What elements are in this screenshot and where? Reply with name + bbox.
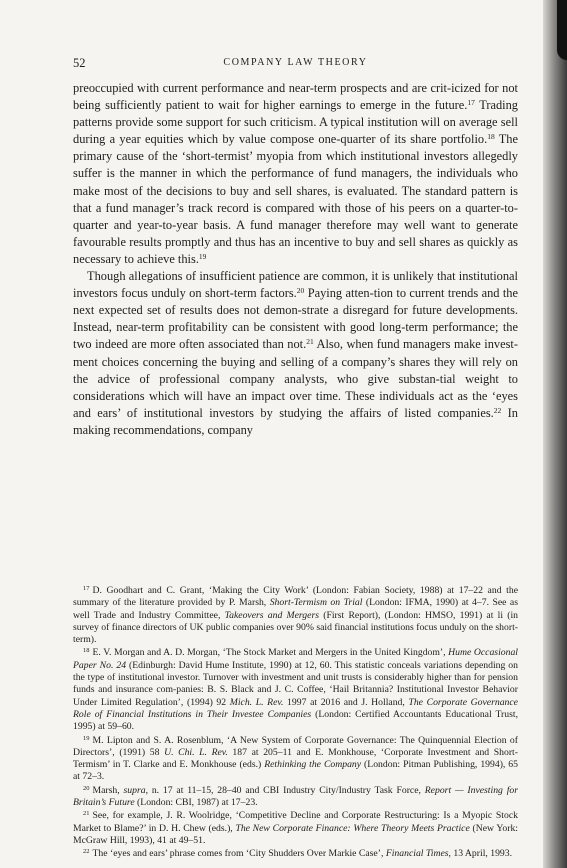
body-text [73,80,518,439]
footnote-text: Marsh, [92,784,124,796]
text-run: The primary cause of the ‘short-termist’ myopia from which institutional investors allegedly suffer is the manner in which the performance of fund managers, the individuals who make most of the decisions to buy and sell shares, is evaluated. The standard pattern is that a fund manager’s track record is compared with those of his peers on a quarter-to-quarter and year-to-year basis. A fund manager therefore may well want to generate favourable results promptly and thus has an incentive to buy and sell shares as quickly as necessary to achieve this. [73,132,518,266]
footnote-number: 18 [83,647,90,655]
footnote-ref: 20 [296,286,305,296]
footnote [73,785,518,810]
footnote-text: 187 at 205–11 and E. Monkhouse, ‘Corporate Investment and Short-Termism’ in T. Clarke and E. Monkhouse (eds.) [73,746,518,771]
paragraph [73,80,518,268]
footnote-text: , 13 April, 1993. [448,848,513,860]
text-run: Trading patterns provide some support for such criticism. A typical institution will on average sell during a year equities which by value compose one-quarter of its share portfolio. [73,98,518,147]
footnote [73,585,518,646]
citation-title: Mich. L. Rev. [229,696,284,708]
text-run: preoccupied with current performance and near-term prospects and are crit-icized for not being sufficiently patient to wait for higher earnings to emerge in the future. [73,81,518,113]
footnote [73,647,518,733]
citation-title: U. Chi. L. Rev. [164,746,228,758]
footnote-number: 19 [83,734,90,742]
footnote-text: (London: CBI, 1987) at 17–23. [134,797,258,809]
footnote-text: (New York: McGraw Hill, 1993), 41 at 49–51. [73,822,518,846]
footnote-number: 17 [83,585,90,592]
footnote-ref: 18 [487,132,495,142]
citation-title: Hume Occasional Paper No. 24 [73,647,518,671]
footnote-number: 22 [83,848,90,856]
footnote-text: The ‘eyes and ears’ phrase comes from ‘City Shudders Over Markie Case’, [92,848,386,860]
citation-title: Takeovers and Mergers [224,609,319,621]
footnote-text: (London: Pitman Publishing, 1994), 65 at 72–3. [73,759,518,783]
footnote-text: (Edinburgh: David Hume Institute, 1990) at 12, 60. This statistic conceals variations depending on the type of institutional investor. Turnover with investment and unit trusts is considerably higher than for pension funds and insurance com-panies: B. S. Black and J. C. Coffee, ‘Hail Britannia? Institutional Investor Behavior Under Limited Regulation’, (1994) 92 [73,659,518,708]
page-header [73,56,518,72]
footnotes [73,585,518,862]
footnote-text: M. Lipton and S. A. Rosenblum, ‘A New System of Corporate Governance: The Quinquennial Election of Directors’, (1991) 58 [73,734,518,758]
footnote-number: 20 [83,784,90,792]
text-run: Also, when fund managers make invest-ment choices concerning the buying and selling of a company’s shares they will rely on the advice of professional company analysts, who give substan-tial weight to considerations which will have an impact over time. These individuals act as the ‘eyes and ears’ of institutional investors by studying the affairs of listed companies. [73,337,518,420]
page-number: 52 [73,56,86,70]
citation-title: Short-Termism on Trial [269,597,363,609]
footnote-text: D. Goodhart and C. Grant, ‘Making the City Work’ (London: Fabian Society, 1988) at 17–22 and the summary of the literature provided by P. Marsh, [73,585,518,609]
book-binding-edge [543,0,567,868]
citation-title: supra [123,784,146,796]
footnote-text: (First Report), (London: HMSO, 1991) at li (in survey of finance directors of UK public companies over 90% said financial institutions focus unduly on the short-term). [73,609,519,646]
footnote [73,810,518,847]
footnote-ref: 17 [467,98,475,108]
citation-title: Financial Times [385,848,449,860]
footnote-text: (London: Certified Accountants Educational Trust, 1995) at 59–60. [73,708,518,733]
footnote-ref: 21 [306,337,314,347]
footnote-text: (London: IFMA, 1990) at 4–7. See as well Trade and Industry Committee, [73,597,518,621]
footnote [73,735,518,784]
text-run: Paying atten-tion to current trends and the next expected set of results does not demon-strate a disregard for future developments. Instead, near-term profitability can be consistent with good long-term performance; the two indeed are more often associated than not. [73,286,518,352]
footnote-text: See, for example, J. R. Woolridge, ‘Competitive Decline and Corporate Restructuring: Is a Myopic Stock Market to Blame?’ in D. H. Chew (eds.), [73,810,518,834]
footnote-ref: 19 [198,251,207,261]
citation-title: Report — Investing for Britain’s Future [73,784,519,809]
running-head: COMPANY LAW THEORY [223,57,368,68]
citation-title: The New Corporate Finance: Where Theory Meets Practice [235,822,470,834]
footnote-text: E. V. Morgan and A. D. Morgan, ‘The Stock Market and Mergers in the United Kingdom’, [92,647,449,659]
footnote-number: 21 [83,810,90,818]
footnote-text: 1997 at 2016 and J. Holland, [283,696,409,708]
text-run: In making recommendations, company [73,405,519,437]
citation-title: Rethinking the Company [264,759,362,771]
footnote-ref: 22 [493,405,502,415]
citation-title: The Corporate Governance Role of Financial Institutions in Their Investee Companies [73,696,518,720]
paragraph [73,268,518,439]
text-run: Though allegations of insufficient patience are common, it is unlikely that institutional investors focus unduly on short-term factors. [73,269,518,301]
footnote-text: , n. 17 at 11–15, 28–40 and CBI Industry City/Industry Task Force, [145,784,425,796]
footnote [73,848,518,860]
